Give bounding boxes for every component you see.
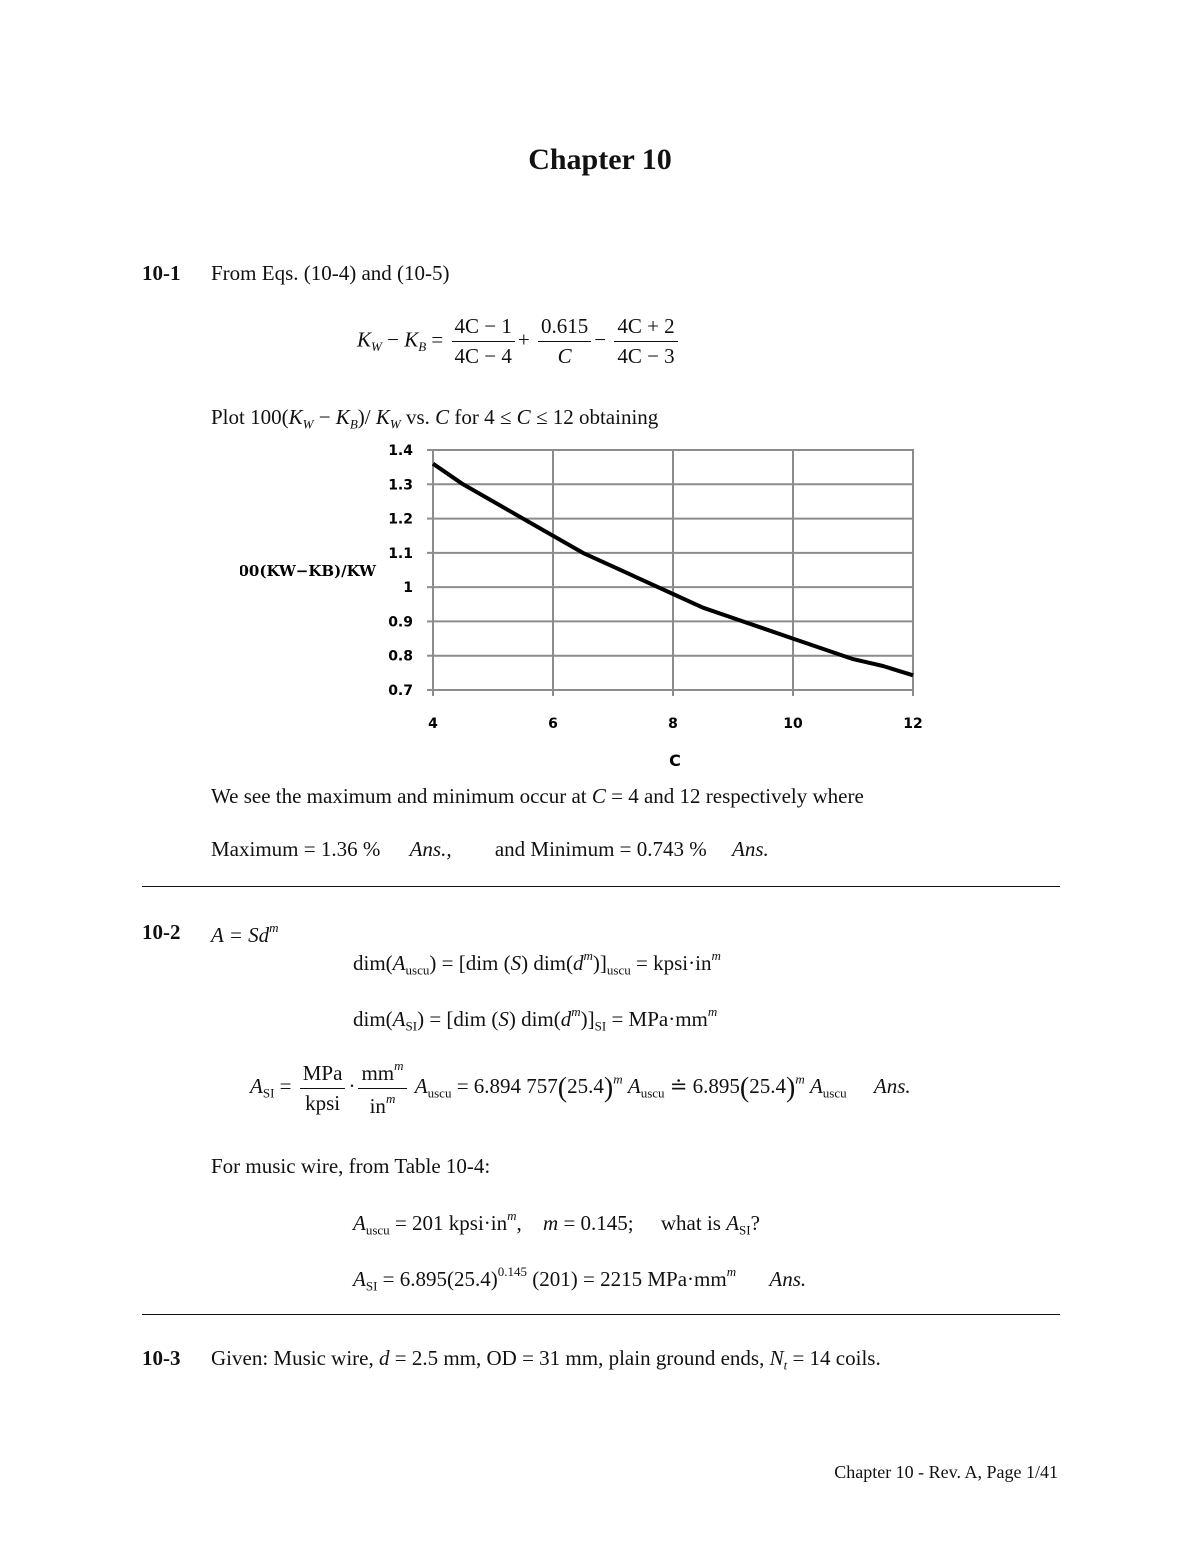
y-axis-label: 100(KW−KB)/KW bbox=[240, 562, 376, 580]
problem-number-10-1: 10-1 bbox=[142, 261, 181, 285]
asi-result: $A_{SI} = 6.895(25.4)^{0.145}$ (201) = 2215 $MPa\cdot mm^m$ Ans. bbox=[353, 1264, 807, 1294]
equation-a-sdm: $A = Sd^m$ bbox=[211, 920, 279, 947]
conversion-equation: $A_{SI}$ = $\frac{\text{MPa}}{\text{kpsi}}$ · $\frac{mm^m}{in^m}$ $A_{uscu} = 6.894$ $757(25.4)^m$ $A_{uscu}$ ≐ $6.895(25.4)^m$ $A_{uscu}$ Ans. bbox=[250, 1058, 911, 1118]
y-tick-label: 1.4 bbox=[388, 443, 413, 459]
y-tick-label: 1.2 bbox=[388, 511, 413, 528]
y-tick-label: 1 bbox=[403, 580, 413, 597]
x-tick-label: 12 bbox=[903, 716, 923, 732]
music-wire-text: For music wire, from Table 10-4: bbox=[211, 1154, 491, 1178]
problem-number-10-3: 10-3 bbox=[142, 1346, 181, 1370]
y-tick-label: 0.7 bbox=[388, 683, 413, 699]
x-tick-label: 4 bbox=[428, 716, 438, 732]
problem-10-1-answers: Maximum = 1.36 % Ans., and Minimum = 0.743 % Ans. bbox=[211, 837, 769, 861]
divider bbox=[142, 1314, 1060, 1315]
problem-10-1-intro: From Eqs. (10-4) and (10-5) bbox=[211, 261, 450, 285]
plot-instruction: Plot $100(K_W - K_B)/$ $K_W$ vs. C for 4 ≤ C ≤ 12 obtaining bbox=[211, 405, 659, 432]
y-tick-label: 1.3 bbox=[388, 477, 413, 494]
y-tick-label: 0.8 bbox=[388, 648, 413, 665]
problem-10-3-given: Given: Music wire, d = 2.5 mm, OD = 31 mm, plain ground ends, $N_t = 14$ coils. bbox=[211, 1346, 881, 1373]
chapter-title: Chapter 10 bbox=[528, 143, 672, 176]
x-tick-label: 10 bbox=[783, 716, 803, 732]
equation-kw-kb: $K_W - K_B$ = $\frac{4C - 1}{4C - 4}$ + $\frac{0.615}{C}$ − $\frac{4C + 2}{4C - 3}$ bbox=[357, 314, 681, 369]
problem-number-10-2: 10-2 bbox=[142, 920, 181, 944]
line-chart bbox=[240, 438, 940, 770]
x-axis-label: C bbox=[669, 751, 681, 770]
y-tick-label: 1.1 bbox=[388, 545, 413, 562]
y-tick-label: 0.9 bbox=[388, 614, 413, 631]
page-footer: Chapter 10 - Rev. A, Page 1/41 bbox=[834, 1462, 1058, 1482]
x-tick-label: 8 bbox=[668, 716, 678, 732]
dim-uscu-equation: $dim(A_{uscu}) = [dim$ (S) $dim(d^m)]_{uscu}$ = $kpsi\cdot in^m$ bbox=[353, 948, 721, 978]
divider bbox=[142, 886, 1060, 887]
problem-10-1-conclusion: We see the maximum and minimum occur at C = 4 and 12 respectively where bbox=[211, 784, 864, 808]
dim-si-equation: $dim(A_{SI}) = [dim$ (S) $dim(d^m)]_{SI} = MPa\cdot mm^m$ bbox=[353, 1004, 718, 1034]
given-values: $A_{uscu} = 201$ $kpsi\cdot in^m$, m = 0.145; what is $A_{SI}$? bbox=[353, 1208, 760, 1238]
x-tick-label: 6 bbox=[548, 716, 558, 732]
chart-container bbox=[240, 438, 940, 770]
